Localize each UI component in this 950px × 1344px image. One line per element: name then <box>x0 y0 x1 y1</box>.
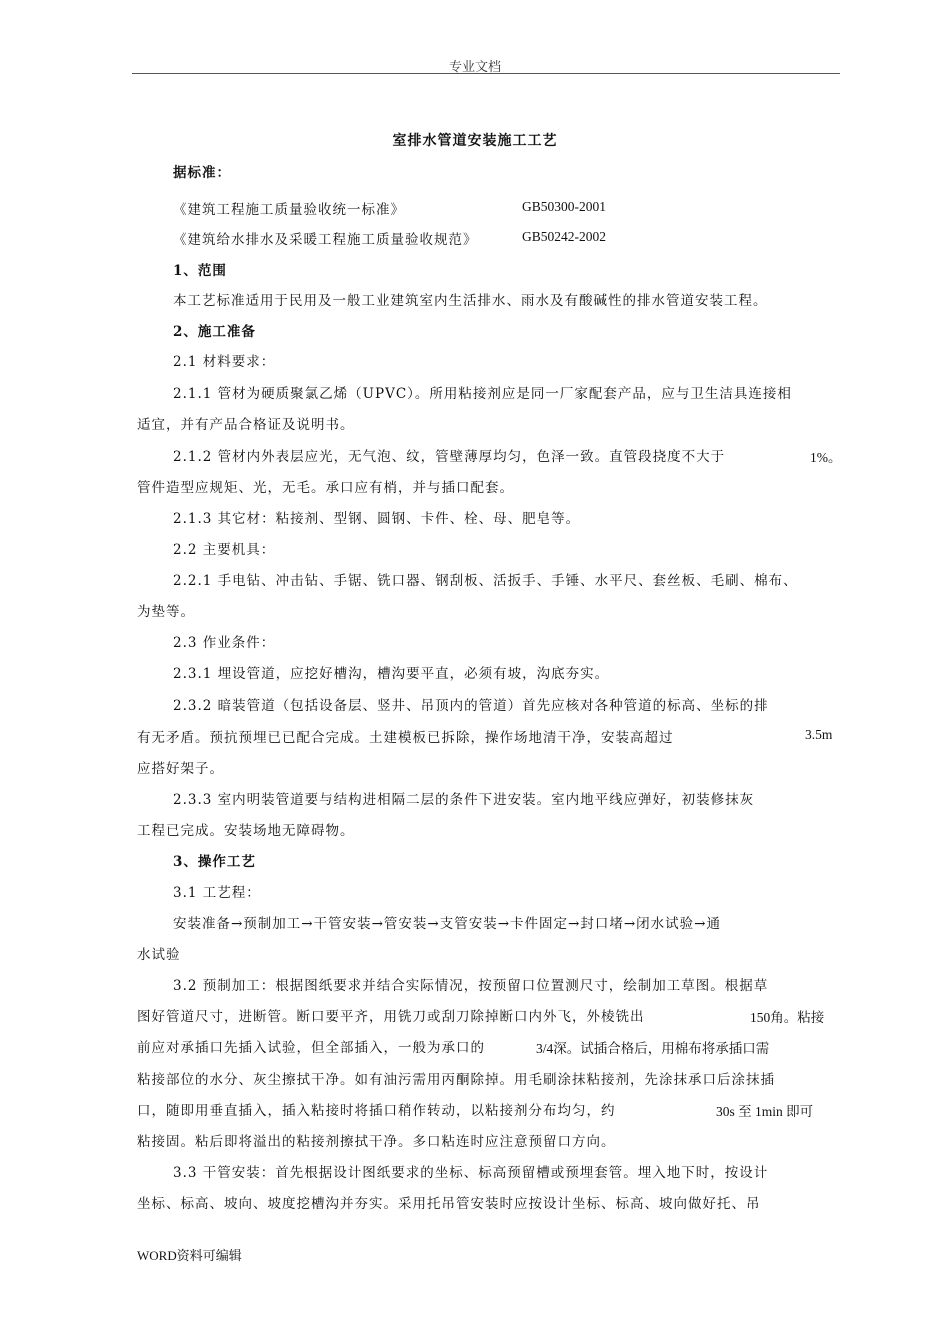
s3-3-line-b: 坐标、标高、坡向、坡度挖槽沟并夯实。采用托吊管安装时应按设计坐标、标高、坡向做好托、吊 <box>137 1196 761 1212</box>
s3-2-value-e: 30s 至 1min 即可 <box>716 1104 814 1119</box>
s2-1-1-line-a: 2.1.1 管材为硬质聚氯乙烯（UPVC）。所用粘接剂应是同一厂家配套产品，应与卫生洁具连接相 <box>173 386 792 402</box>
ref-1-code: GB50300-2001 <box>522 199 606 214</box>
s2-3-2-line-a: 2.3.2 暗装管道（包括设备层、竖井、吊顶内的管道）首先应核对各种管道的标高、坐标的排 <box>173 698 769 714</box>
s2-2: 2.2 主要机具： <box>173 542 276 558</box>
s2-2-1-line-b: 为垫等。 <box>137 604 195 620</box>
s2-1-2-line-b: 管件造型应规矩、光，无毛。承口应有梢，并与插口配套。 <box>137 480 514 496</box>
s3-2-value-c: 3/4深。试插合格后，用棉布将承插口需 <box>536 1041 770 1056</box>
s2-3-1: 2.3.1 埋设管道，应挖好槽沟，槽沟要平直，必须有坡，沟底夯实。 <box>173 666 610 682</box>
s2-1-2-line-a: 2.1.2 管材内外表层应光，无气泡、纹，管壁薄厚均匀，色泽一致。直管段挠度不大于 <box>173 449 726 465</box>
ref-1-name: 《建筑工程施工质量验收统一标准》 <box>173 202 405 218</box>
s2-3-3-line-a: 2.3.3 室内明装管道要与结构进相隔二层的条件下进安装。室内地平线应弹好，初装修抹灰 <box>173 792 755 808</box>
ref-2-name: 《建筑给水排水及采暖工程施工质量验收规范》 <box>173 232 478 248</box>
s3-2-line-b: 图好管道尺寸，进断管。断口要平齐，用铣刀或刮刀除掉断口内外飞，外棱铣出 <box>137 1009 645 1025</box>
s3-1-flow-line-a: 安装准备→预制加工→干管安装→管安装→支管安装→卡件固定→封口堵→闭水试验→通 <box>173 916 721 932</box>
s2-3: 2.3 作业条件： <box>173 635 276 651</box>
ref-2-code: GB50242-2002 <box>522 229 606 244</box>
section-1-heading: 1、范围 <box>173 263 227 279</box>
s3-2-line-e: 口，随即用垂直插入，插入粘接时将插口稍作转动，以粘接剂分布均匀，约 <box>137 1103 616 1119</box>
s3-2-line-a: 3.2 预制加工：根据图纸要求并结合实际情况，按预留口位置测尺寸，绘制加工草图。根据草 <box>173 978 769 994</box>
s3-2-line-f: 粘接固。粘后即将溢出的粘接剂擦拭干净。多口粘连时应注意预留口方向。 <box>137 1134 616 1150</box>
s2-3-3-line-b: 工程已完成。安装场地无障碍物。 <box>137 823 355 839</box>
page-footer: WORD资料可编辑 <box>137 1248 242 1263</box>
s2-3-2-value: 3.5m <box>805 727 833 742</box>
section-2-heading: 2、施工准备 <box>173 324 256 340</box>
s3-2-line-c: 前应对承插口先插入试验，但全部插入，一般为承口的 <box>137 1040 485 1056</box>
s2-1-3: 2.1.3 其它材：粘接剂、型钢、圆钢、卡件、栓、母、肥皂等。 <box>173 511 581 527</box>
document-title: 室排水管道安装施工工艺 <box>392 133 558 149</box>
s3-1: 3.1 工艺程： <box>173 885 261 901</box>
s3-1-flow-line-b: 水试验 <box>137 947 181 963</box>
basis-label: 据标准： <box>173 165 231 181</box>
page-header: 专业文档 <box>448 60 501 75</box>
section-3-heading: 3、操作工艺 <box>173 854 256 870</box>
s2-2-1-line-a: 2.2.1 手电钻、冲击钻、手锯、铣口器、钢刮板、活扳手、手锤、水平尺、套丝板、毛刷、棉布、 <box>173 573 798 589</box>
s2-1-2-value: 1%。 <box>810 450 842 465</box>
s3-3-line-a: 3.3 干管安装：首先根据设计图纸要求的坐标、标高预留槽或预埋套管。埋入地下时，按设计 <box>173 1165 769 1181</box>
section-1-text: 本工艺标准适用于民用及一般工业建筑室内生活排水、雨水及有酸碱性的排水管道安装工程。 <box>173 293 768 309</box>
s2-1: 2.1 材料要求： <box>173 354 276 370</box>
s2-3-2-line-c: 应搭好架子。 <box>137 761 224 777</box>
s2-1-1-line-b: 适宜，并有产品合格证及说明书。 <box>137 417 355 433</box>
header-rule <box>132 73 840 74</box>
s3-2-line-d: 粘接部位的水分、灰尘擦拭干净。如有油污需用丙酮除掉。用毛刷涂抹粘接剂，先涂抹承口后涂抹插 <box>137 1072 775 1088</box>
s2-3-2-line-b: 有无矛盾。预抗预埋已已配合完成。土建模板已拆除，操作场地清干净，安装高超过 <box>137 730 674 746</box>
s3-2-value-b: 150角。粘接 <box>750 1010 825 1025</box>
